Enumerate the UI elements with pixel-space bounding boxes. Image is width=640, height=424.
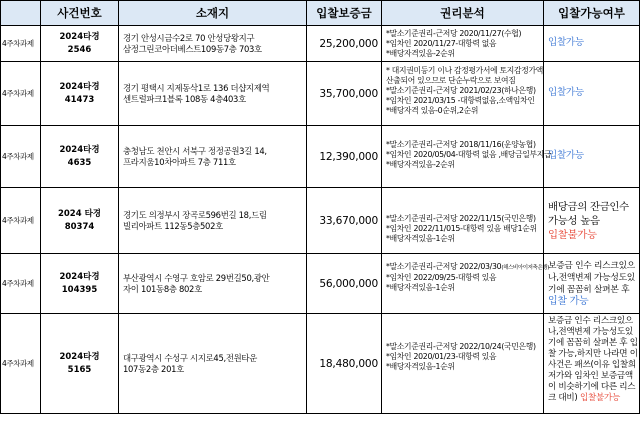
status-cell [544, 314, 640, 414]
status-label: 입찰불가능 [579, 393, 620, 403]
table-row [1, 126, 640, 188]
rights-line: *말소기준권리-근저당 2020/11/27(수협) [386, 29, 522, 38]
address-line: 경기 안성시금수2로 70 안성당왕지구 [123, 32, 255, 43]
status-note-line: 가능성 높음 [548, 214, 600, 227]
address-cell [119, 314, 307, 414]
rights-line: *임차인 2022/09/25-대항력 있음 [386, 273, 497, 282]
rights-text: *말소기준권리-근저당 2022/03/30 [386, 262, 502, 271]
status-cell [544, 254, 640, 314]
case-number-prefix: 2024 타경 [57, 208, 102, 219]
address-line: 빌리아파트 112동5층502호 [123, 220, 223, 231]
status-label: 입찰불가능 [548, 228, 597, 241]
status-cell [544, 188, 640, 254]
status-note-line: 보증금 인수 리스크있으 [548, 260, 635, 271]
rights-line: *임차인 2022/11/015-대항력 있음 배당1순위 [386, 224, 537, 233]
rights-line: *배당자격있음-1순위 [386, 283, 455, 292]
case-number-id: 2546 [67, 44, 92, 55]
status-cell [544, 62, 640, 126]
rights-line: 산출되어 있으므로 단순누락으로 보여짐 [386, 76, 516, 85]
category-cell: 4주차과제 [1, 26, 41, 62]
case-number-id: 5165 [67, 364, 92, 375]
rights-cell [382, 62, 544, 126]
category-cell: 4주차과제 [1, 254, 41, 314]
table-row [1, 26, 640, 62]
rights-line: *임차인 2020/01/23-대항력 있음 [386, 352, 497, 361]
case-number-id: 104395 [61, 284, 98, 295]
header-category [1, 1, 41, 26]
table-row [1, 62, 640, 126]
rights-cell [382, 254, 550, 314]
rights-line: *배당자격있음-2순위 [386, 160, 455, 169]
header-address: 소재지 [119, 1, 307, 26]
address-line: 프라지움10차아파트 7층 711호 [123, 156, 236, 167]
case-number-cell [41, 126, 119, 188]
case-number-cell [41, 26, 119, 62]
deposit-cell: 18,480,000 [307, 314, 382, 414]
status-note-line: 기에 꼼꼼히 살펴본 후 [548, 284, 630, 295]
status-note-text: 크 대비) [548, 393, 578, 403]
status-note-line [548, 393, 639, 404]
case-number-prefix: 2024타경 [59, 351, 100, 362]
rights-line: * 대지권미등기 이나 감정평가서에 토지감정가액 [386, 66, 543, 75]
address-cell [119, 254, 307, 314]
rights-cell [382, 314, 544, 414]
rights-line: *배당자격있음-1순위 [386, 362, 455, 371]
status-note-line: 나,전액변제 가능성도있 [548, 327, 633, 337]
rights-line: *말소기준권리-근저당 2018/11/16(운양농협) [386, 140, 536, 149]
rights-cell [382, 26, 544, 62]
table-row [1, 314, 640, 414]
address-line: 센트럴파크1블록 108동 4층403호 [123, 93, 246, 104]
case-number-cell [41, 254, 119, 314]
rights-line: *배당자격있음-1순위 [386, 234, 455, 243]
address-line: 경기 평택시 지제동삭1로 136 더샵지제역 [123, 82, 270, 93]
status-note-line: 배당금의 잔금인수 [548, 200, 629, 213]
category-cell: 4주차과제 [1, 62, 41, 126]
case-number-prefix: 2024타경 [59, 31, 100, 42]
case-number-cell [41, 188, 119, 254]
rights-line [386, 262, 550, 273]
status-label: 입찰 가능 [548, 295, 589, 307]
address-cell [119, 126, 307, 188]
status-label: 입찰가능 [548, 37, 584, 49]
rights-line: *말소기준권리-근저당 2022/10/24(국민은행) [386, 342, 536, 351]
status-cell [544, 26, 640, 62]
status-note-line: 사건은 패쓰(이유 입찰희 [548, 360, 636, 370]
header-row [1, 1, 640, 26]
status-label: 입찰가능 [548, 150, 584, 162]
rights-line: *말소기준권리-근저당 2021/02/23(하나은행) [386, 86, 536, 95]
address-line: 충청남도 천안시 서북구 정정공원3길 14, [123, 145, 267, 156]
deposit-cell: 35,700,000 [307, 62, 382, 126]
rights-line: *배당자격 있음-0순위,2순위 [386, 106, 479, 115]
table-row [1, 254, 640, 314]
header-deposit: 입찰보증금 [307, 1, 382, 26]
case-number-id: 4635 [67, 157, 92, 168]
deposit-cell: 25,200,000 [307, 26, 382, 62]
case-number-id: 80374 [64, 221, 95, 232]
deposit-cell: 56,000,000 [307, 254, 382, 314]
case-number-cell [41, 62, 119, 126]
header-case-number: 사건번호 [41, 1, 119, 26]
rights-line: *임차인 2021/03/15 -대항력없음,소액임차인 [386, 96, 535, 105]
deposit-cell: 12,390,000 [307, 126, 382, 188]
status-cell [544, 126, 640, 188]
status-note-line: 저가와 임차인 보증금액 [548, 371, 633, 381]
case-number-cell [41, 314, 119, 414]
status-label: 입찰가능 [548, 87, 584, 99]
address-line: 107동2층 201호 [123, 363, 184, 374]
address-cell [119, 188, 307, 254]
address-line: 부산광역시 수영구 호암로 29번길50,광안 [123, 272, 270, 283]
rights-line: *임차인 2020/05/04-대항력 없음 ,배당금일부지급 [386, 150, 552, 159]
status-note-line: 이 비슷하기에 다른 리스 [548, 382, 636, 392]
header-bid-availability: 입찰가능여부 [544, 1, 640, 26]
status-note-line: 보증금 인수 리스크있으 [548, 316, 633, 326]
case-number-prefix: 2024타경 [59, 144, 100, 155]
rights-line: *말소기준권리-근저당 2022/11/15(국민은행) [386, 214, 536, 223]
deposit-cell: 33,670,000 [307, 188, 382, 254]
header-rights-analysis: 권리분석 [382, 1, 544, 26]
address-line: 자이 101동8층 802호 [123, 283, 202, 294]
address-line: 대구광역시 수성구 시지로45,전원타운 [123, 352, 257, 363]
case-number-prefix: 2024타경 [59, 81, 100, 92]
address-line: 삼정그린코아더베스트109동7층 703호 [123, 43, 262, 54]
rights-bank-note: (해스비아이저축은행) [501, 265, 550, 271]
status-note-line: 기에 꼼꼼히 살펴본 후 입 [548, 338, 638, 348]
status-note-line: 찰 가능,하지만 나라면 이 [548, 349, 638, 359]
table-row [1, 188, 640, 254]
rights-cell [382, 188, 544, 254]
address-cell [119, 26, 307, 62]
case-number-prefix: 2024타경 [59, 271, 100, 282]
status-note-line: 나,전액변제 가능성도있 [548, 272, 635, 283]
rights-line: *임차인 2020/11/27-대항력 없음 [386, 39, 497, 48]
rights-line: *배당자격있음-2순위 [386, 49, 455, 58]
rights-cell [382, 126, 552, 188]
case-number-id: 41473 [64, 94, 95, 105]
address-cell [119, 62, 307, 126]
category-cell: 4주차과제 [1, 314, 41, 414]
category-cell: 4주차과제 [1, 188, 41, 254]
category-cell: 4주차과제 [1, 126, 41, 188]
address-line: 경기도 의정부시 장곡로596번길 18,드림 [123, 209, 267, 220]
